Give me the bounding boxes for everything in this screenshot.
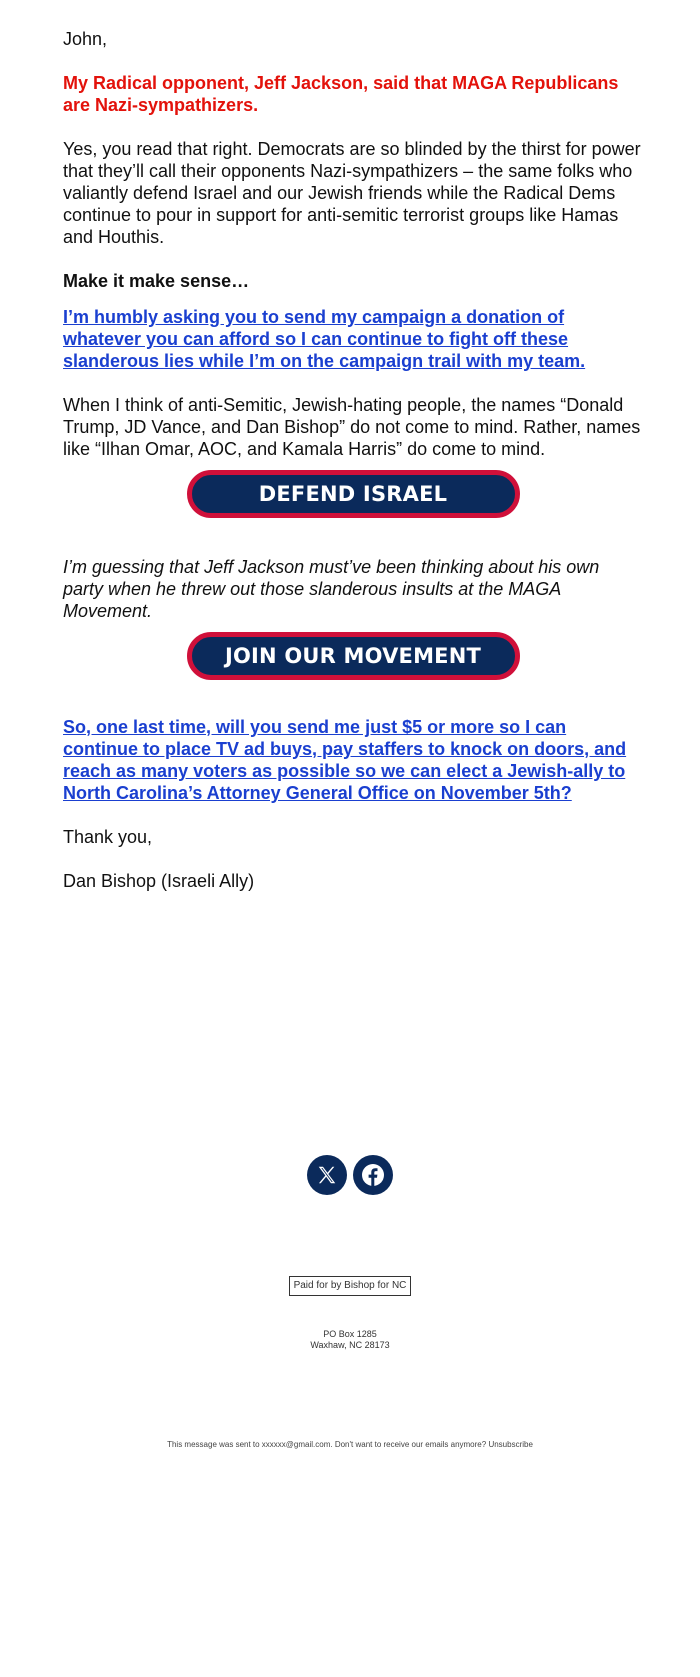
unsubscribe-link[interactable]: Unsubscribe — [488, 1440, 533, 1449]
headline: My Radical opponent, Jeff Jackson, said that MAGA Republicans are Nazi-sympathizers. — [63, 73, 619, 115]
bold-line: Make it make sense… — [63, 271, 250, 291]
body-paragraph-2: When I think of anti-Semitic, Jewish-hating people, the names “Donald Trump, JD Vance, and Dan Bishop” do not come to mind. Rather, names like “Ilhan Omar, AOC, and Kamala Harris” do come to mind. — [63, 395, 641, 459]
thank-you: Thank you, — [63, 827, 153, 847]
join-movement-button-wrap — [63, 632, 643, 680]
paid-for-box — [0, 1276, 700, 1296]
defend-israel-button[interactable]: DEFEND ISRAEL — [187, 470, 520, 518]
body-paragraph-1: Yes, you read that right. Democrats are so blinded by the thirst for power that they’ll call their opponents Nazi-sympathizers – the same folks who valiantly defend Israel and our Jewish friends while the Radical Dems continue to pour in support for anti-semitic terrorist groups like Hamas and Houthis. — [63, 139, 641, 247]
footer-note-text: This message was sent to xxxxxx@gmail.com. Don't want to receive our emails anymore? — [167, 1440, 487, 1449]
donation-link-1[interactable]: I’m humbly asking you to send my campaign a donation of whatever you can afford so I can continue to fight off these slanderous lies while I’m on the campaign trail with my team. — [63, 307, 586, 371]
facebook-logo-glyph — [361, 1163, 385, 1187]
social-links — [0, 1155, 700, 1195]
address-line-2: Waxhaw, NC 28173 — [310, 1340, 390, 1350]
mailing-address — [0, 1329, 700, 1351]
paid-for-text: Paid for by Bishop for NC — [289, 1276, 412, 1296]
facebook-icon[interactable] — [353, 1155, 393, 1195]
email-body — [63, 28, 643, 892]
join-movement-button[interactable]: JOIN OUR MOVEMENT — [187, 632, 520, 680]
defend-israel-button-wrap — [63, 470, 643, 518]
italic-paragraph: I’m guessing that Jeff Jackson must’ve been thinking about his own party when he threw out those slanderous insults at the MAGA Movement. — [63, 557, 600, 621]
x-icon[interactable] — [307, 1155, 347, 1195]
signature: Dan Bishop (Israeli Ally) — [63, 871, 255, 891]
footer-note — [0, 1440, 700, 1450]
donation-link-2[interactable]: So, one last time, will you send me just $5 or more so I can continue to place TV ad buys, pay staffers to knock on doors, and reach as many voters as possible so we can elect a Jewish-ally to North Carolina’s Attorney General Office on November 5th? — [63, 717, 627, 803]
address-line-1: PO Box 1285 — [323, 1329, 377, 1339]
x-logo-glyph — [316, 1164, 338, 1186]
greeting: John, — [63, 29, 108, 49]
